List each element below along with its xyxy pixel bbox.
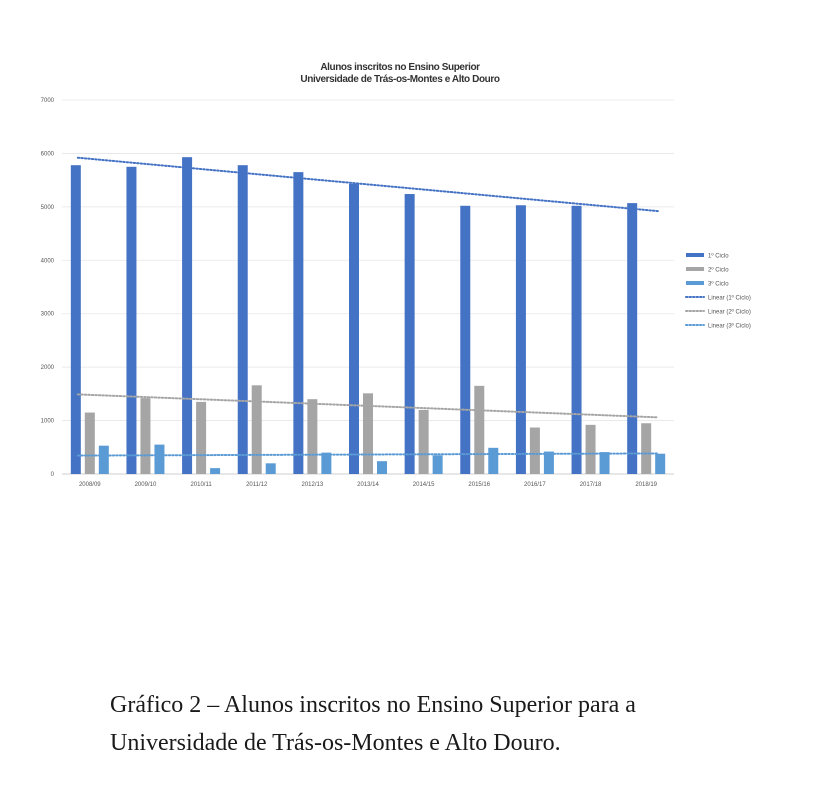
bar-3-2018-19 [655, 454, 665, 474]
chart-title-line-2: Universidade de Trás-os-Montes e Alto Douro [300, 74, 500, 85]
bar-3-2017-18 [600, 452, 610, 474]
caption-line-2: Universidade de Trás-os-Montes e Alto Douro. [110, 730, 561, 756]
bar-1-2016-17 [516, 205, 526, 474]
bar-1-2010-11 [182, 157, 192, 474]
bar-3-2008-09 [99, 446, 109, 474]
bar-1-2012-13 [293, 172, 303, 474]
bar-3-2009-10 [154, 445, 164, 474]
trendline-3 [78, 453, 658, 455]
caption-line-1: Gráfico 2 – Alunos inscritos no Ensino Superior para a [110, 692, 636, 718]
bar-2-2011-12 [252, 385, 262, 474]
x-tick-label-2009-10: 2009/10 [134, 482, 157, 488]
bar-2-2018-19 [641, 423, 651, 474]
y-tick-label-3000: 3000 [40, 311, 54, 318]
bar-2-2010-11 [196, 402, 206, 474]
legend-swatch-1 [686, 253, 704, 257]
x-tick-label-2013-14: 2013/14 [357, 482, 379, 488]
y-tick-label-7000: 7000 [40, 98, 54, 104]
y-tick-label-4000: 4000 [40, 258, 54, 265]
bar-1-2015-16 [460, 206, 470, 474]
legend-trend-label-1: Linear (1º Ciclo) [708, 295, 751, 302]
y-tick-label-5000: 5000 [40, 204, 54, 211]
bar-2-2015-16 [474, 386, 484, 474]
bar-2-2014-15 [419, 410, 429, 474]
x-tick-label-2014-15: 2014/15 [412, 482, 435, 488]
bar-1-2018-19 [627, 203, 637, 474]
chart-title-line-1: Alunos inscritos no Ensino Superior [320, 62, 480, 73]
legend-swatch-3 [686, 281, 704, 285]
bar-2-2008-09 [85, 413, 95, 474]
x-tick-label-2012-13: 2012/13 [301, 482, 324, 488]
x-tick-label-2018-19: 2018/19 [635, 482, 658, 488]
bar-3-2011-12 [266, 463, 276, 474]
x-tick-label-2015-16: 2015/16 [468, 482, 491, 488]
bar-1-2014-15 [405, 194, 415, 474]
legend-label-1: 1º Ciclo [708, 253, 729, 260]
legend-label-3: 3º Ciclo [708, 281, 729, 288]
y-tick-label-0: 0 [50, 472, 54, 478]
legend-swatch-2 [686, 267, 704, 271]
bar-3-2014-15 [433, 455, 443, 474]
legend-label-2: 2º Ciclo [708, 267, 729, 274]
bar-chart [34, 56, 766, 496]
bar-2-2017-18 [586, 425, 596, 474]
x-tick-label-2008-09: 2008/09 [78, 482, 101, 488]
x-tick-label-2017-18: 2017/18 [579, 482, 602, 488]
bar-3-2013-14 [377, 461, 387, 474]
y-tick-label-2000: 2000 [40, 365, 54, 372]
y-tick-label-6000: 6000 [40, 151, 54, 158]
bar-2-2009-10 [140, 398, 150, 474]
bar-2-2016-17 [530, 428, 540, 474]
bar-1-2008-09 [71, 165, 81, 474]
trendline-1 [78, 158, 658, 211]
x-tick-label-2011-12: 2011/12 [246, 482, 268, 488]
y-tick-label-1000: 1000 [40, 418, 54, 425]
bar-1-2013-14 [349, 184, 359, 474]
x-tick-label-2010-11: 2010/11 [190, 482, 212, 488]
bar-1-2009-10 [126, 167, 136, 474]
bar-3-2015-16 [488, 448, 498, 474]
bar-2-2012-13 [307, 399, 317, 474]
chart-container [34, 56, 766, 496]
bar-3-2010-11 [210, 468, 220, 474]
x-tick-label-2016-17: 2016/17 [524, 482, 546, 488]
bar-1-2011-12 [238, 165, 248, 474]
bar-3-2012-13 [321, 453, 331, 474]
bar-3-2016-17 [544, 452, 554, 474]
legend-trend-label-2: Linear (2º Ciclo) [708, 309, 751, 316]
figure-caption [110, 686, 790, 762]
bar-1-2017-18 [572, 206, 582, 474]
legend-trend-label-3: Linear (3º Ciclo) [708, 323, 751, 330]
